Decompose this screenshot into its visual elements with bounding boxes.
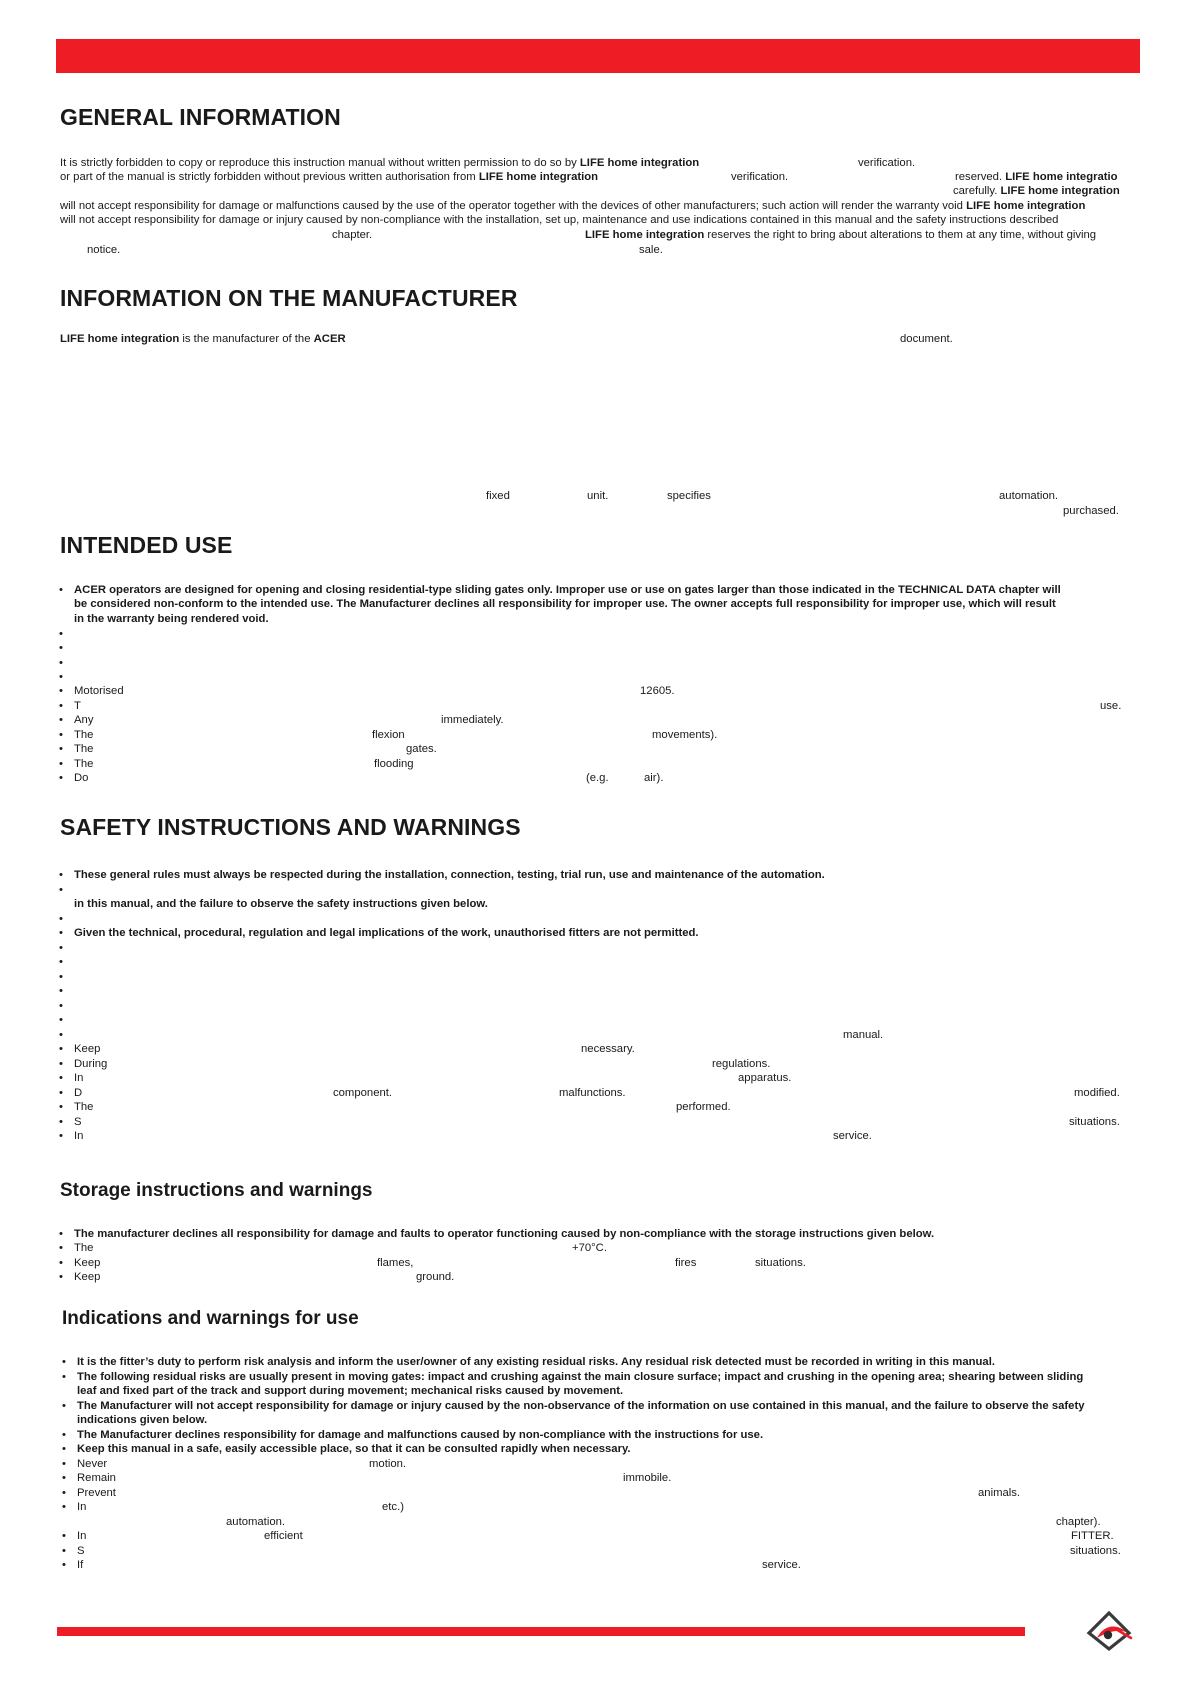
general-line-2: or part of the manual is strictly forbidden without previous written authorisation from LIFE home integration — [60, 171, 599, 183]
usage-v3-end: animals. — [978, 1487, 1021, 1499]
bullet: • — [59, 1116, 63, 1128]
bullet: • — [62, 1559, 66, 1571]
safety-line-3: Given the technical, procedural, regulation and legal implications of the work, unauthorised fitters are not permitted. — [74, 927, 699, 939]
bullet: • — [59, 772, 63, 784]
intended-b7-end: air). — [644, 772, 664, 784]
general-information-heading: GENERAL INFORMATION — [60, 104, 341, 130]
safety-line-2: in this manual, and the failure to observe the safety instructions given below. — [74, 898, 488, 910]
bullet: • — [62, 1429, 66, 1441]
general-line-4: will not accept responsibility for damage or malfunctions caused by the use of the operator together with the devices of other manufacturers; such action will render the warranty void LIFE home integration — [60, 200, 1086, 212]
safety-line-1: These general rules must always be respected during the installation, connection, testing, trial run, use and maintenance of the automation. — [74, 869, 825, 881]
safety-manual-word: manual. — [843, 1029, 884, 1041]
intended-b5-end: gates. — [406, 743, 437, 755]
usage-line-2b: leaf and fixed part of the track and support during movement; mechanical risks caused by movement. — [77, 1385, 624, 1397]
general-line-7-start: notice. — [87, 244, 121, 256]
safety-k5-end: performed. — [676, 1101, 731, 1113]
bullet: • — [59, 657, 63, 669]
intended-b4-mid: flexion — [372, 729, 405, 741]
bullet: • — [62, 1371, 66, 1383]
general-line-2-end: reserved. LIFE home integratio — [955, 171, 1118, 183]
safety-k4-mid-2: malfunctions. — [559, 1087, 626, 1099]
bullet: • — [59, 971, 63, 983]
storage-k3-end: ground. — [416, 1271, 455, 1283]
safety-k5-start: The — [74, 1101, 94, 1113]
bottom-red-band — [57, 1627, 1025, 1636]
storage-k2-mid-1: flames, — [377, 1257, 414, 1269]
bullet: • — [59, 584, 63, 596]
bullet: • — [59, 714, 63, 726]
intended-b6-end: flooding — [374, 758, 414, 770]
safety-k6-end: situations. — [1069, 1116, 1120, 1128]
bullet: • — [62, 1487, 66, 1499]
usage-line-3: The Manufacturer will not accept responsibility for damage or injury caused by the non-observance of the information on use contained in this manual, and the failure to observe the safety — [77, 1400, 1085, 1412]
safety-k7-start: In — [74, 1130, 84, 1142]
usage-v6-end: FITTER. — [1071, 1530, 1114, 1542]
general-line-6: LIFE home integration reserves the right to bring about alterations to them at any time, without giving — [585, 229, 1097, 241]
usage-v7-start: S — [77, 1545, 85, 1557]
intended-b1-end: 12605. — [640, 685, 675, 697]
usage-v2-start: Remain — [77, 1472, 116, 1484]
bullet: • — [59, 1228, 63, 1240]
intended-b3-end: immediately. — [441, 714, 504, 726]
safety-k2-end: regulations. — [712, 1058, 771, 1070]
bullet: • — [59, 729, 63, 741]
manufacturer-word-unit: unit. — [587, 490, 609, 502]
intended-line-1: ACER operators are designed for opening and closing residential-type sliding gates only. Improper use or use on gates larger than those indicated in the TECHNICAL DATA chapter will — [74, 584, 1061, 596]
general-line-5: will not accept responsibility for damage or injury caused by non-compliance with the installation, set up, maintenance and use indications contained in this manual and the safety instructions described — [60, 214, 1059, 226]
bullet: • — [59, 1014, 63, 1026]
brand-logo-icon — [1083, 1607, 1135, 1655]
bullet: • — [59, 700, 63, 712]
usage-v3-start: Prevent — [77, 1487, 116, 1499]
usage-line-1: It is the fitter’s duty to perform risk analysis and inform the user/owner of any existing residual risks. Any residual risk detected must be recorded in writing in this manual. — [77, 1356, 995, 1368]
bullet: • — [59, 1101, 63, 1113]
manufacturer-word-purchased: purchased. — [1063, 505, 1119, 517]
safety-k1-start: Keep — [74, 1043, 101, 1055]
intended-b1-start: Motorised — [74, 685, 124, 697]
intended-use-heading: INTENDED USE — [60, 532, 233, 558]
bullet: • — [62, 1530, 66, 1542]
safety-k3-end: apparatus. — [738, 1072, 792, 1084]
bullet: • — [62, 1458, 66, 1470]
usage-v2-end: immobile. — [623, 1472, 672, 1484]
storage-k2-end: situations. — [755, 1257, 806, 1269]
intended-b2-end: use. — [1100, 700, 1122, 712]
storage-k1-start: The — [74, 1242, 94, 1254]
storage-k1-end: +70°C. — [572, 1242, 607, 1254]
bullet: • — [62, 1545, 66, 1557]
bullet: • — [59, 671, 63, 683]
bullet: • — [59, 1257, 63, 1269]
safety-k4-end: modified. — [1074, 1087, 1120, 1099]
safety-k6-start: S — [74, 1116, 82, 1128]
bullet: • — [59, 1130, 63, 1142]
intended-b4-end: movements). — [652, 729, 718, 741]
bullet: • — [62, 1400, 66, 1412]
bullet: • — [59, 642, 63, 654]
intended-b6-start: The — [74, 758, 94, 770]
bullet: • — [59, 743, 63, 755]
usage-v6-start: In — [77, 1530, 87, 1542]
bullet: • — [59, 942, 63, 954]
bullet: • — [59, 1058, 63, 1070]
storage-line-1: The manufacturer declines all responsibility for damage and faults to operator functioning caused by non-compliance with the storage instructions given below. — [74, 1228, 935, 1240]
safety-k4-start: D — [74, 1087, 83, 1099]
safety-k3-start: In — [74, 1072, 84, 1084]
intended-line-3: in the warranty being rendered void. — [74, 613, 269, 625]
safety-k4-mid-1: component. — [333, 1087, 393, 1099]
usage-v5-start: automation. — [226, 1516, 286, 1528]
bullet: • — [59, 1242, 63, 1254]
bullet: • — [59, 1072, 63, 1084]
usage-v4-start: In — [77, 1501, 87, 1513]
usage-line-5: Keep this manual in a safe, easily accessible place, so that it can be consulted rapidly when necessary. — [77, 1443, 631, 1455]
usage-v4-end: etc.) — [382, 1501, 404, 1513]
bullet: • — [59, 869, 63, 881]
bullet: • — [59, 758, 63, 770]
safety-k7-end: service. — [833, 1130, 872, 1142]
usage-v6-mid: efficient — [264, 1530, 303, 1542]
bullet: • — [62, 1443, 66, 1455]
bullet: • — [62, 1472, 66, 1484]
bullet: • — [59, 927, 63, 939]
intended-b4-start: The — [74, 729, 94, 741]
intended-b3-start: Any — [74, 714, 94, 726]
usage-line-2: The following residual risks are usually present in moving gates: impact and crushing against the main closure surface; impact and crushing in the opening area; shearing between sliding — [77, 1371, 1084, 1383]
storage-heading: Storage instructions and warnings — [60, 1180, 373, 1201]
storage-k2-start: Keep — [74, 1257, 101, 1269]
usage-line-3b: indications given below. — [77, 1414, 208, 1426]
usage-v8-end: service. — [762, 1559, 801, 1571]
bullet: • — [62, 1501, 66, 1513]
general-line-3: carefully. LIFE home integration — [953, 185, 1120, 197]
bullet: • — [59, 1271, 63, 1283]
usage-heading: Indications and warnings for use — [62, 1308, 359, 1329]
intended-b5-start: The — [74, 743, 94, 755]
usage-v5-end: chapter). — [1056, 1516, 1101, 1528]
manufacturer-word-fixed: fixed — [486, 490, 510, 502]
bullet: • — [59, 685, 63, 697]
general-line-1: It is strictly forbidden to copy or reproduce this instruction manual without written permission to do so by LIFE home integration — [60, 157, 700, 169]
bullet: • — [59, 1043, 63, 1055]
manufacturer-line-1: LIFE home integration is the manufacturer of the ACER — [60, 333, 346, 345]
safety-heading: SAFETY INSTRUCTIONS AND WARNINGS — [60, 814, 521, 840]
bullet: • — [59, 956, 63, 968]
bullet: • — [59, 985, 63, 997]
general-line-7-end: sale. — [639, 244, 663, 256]
safety-k1-end: necessary. — [581, 1043, 635, 1055]
bullet: • — [59, 884, 63, 896]
usage-v7-end: situations. — [1070, 1545, 1121, 1557]
manufacturer-word-automation: automation. — [999, 490, 1059, 502]
storage-k3-start: Keep — [74, 1271, 101, 1283]
usage-v1-end: motion. — [369, 1458, 407, 1470]
general-line-1-end: verification. — [858, 157, 916, 169]
bullet: • — [59, 1000, 63, 1012]
general-line-6-start: chapter. — [332, 229, 373, 241]
usage-v8-start: If — [77, 1559, 84, 1571]
safety-k2-start: During — [74, 1058, 108, 1070]
bullet: • — [62, 1356, 66, 1368]
intended-b2-start: T — [74, 700, 81, 712]
intended-b7-mid: (e.g. — [586, 772, 609, 784]
bullet: • — [59, 1029, 63, 1041]
manufacturer-heading: INFORMATION ON THE MANUFACTURER — [60, 285, 518, 311]
storage-k2-mid-2: fires — [675, 1257, 697, 1269]
intended-b7-start: Do — [74, 772, 89, 784]
usage-v1-start: Never — [77, 1458, 108, 1470]
top-red-band — [56, 39, 1140, 73]
intended-line-2: be considered non-conform to the intended use. The Manufacturer declines all responsibility for improper use. The owner accepts full responsibility for improper use, which will result — [74, 598, 1056, 610]
general-line-2-mid: verification. — [731, 171, 789, 183]
manufacturer-line-1-end: document. — [900, 333, 953, 345]
usage-line-4: The Manufacturer declines responsibility for damage and malfunctions caused by non-compliance with the instructions for use. — [77, 1429, 764, 1441]
bullet: • — [59, 628, 63, 640]
manufacturer-word-specifies: specifies — [667, 490, 711, 502]
bullet: • — [59, 913, 63, 925]
bullet: • — [59, 1087, 63, 1099]
